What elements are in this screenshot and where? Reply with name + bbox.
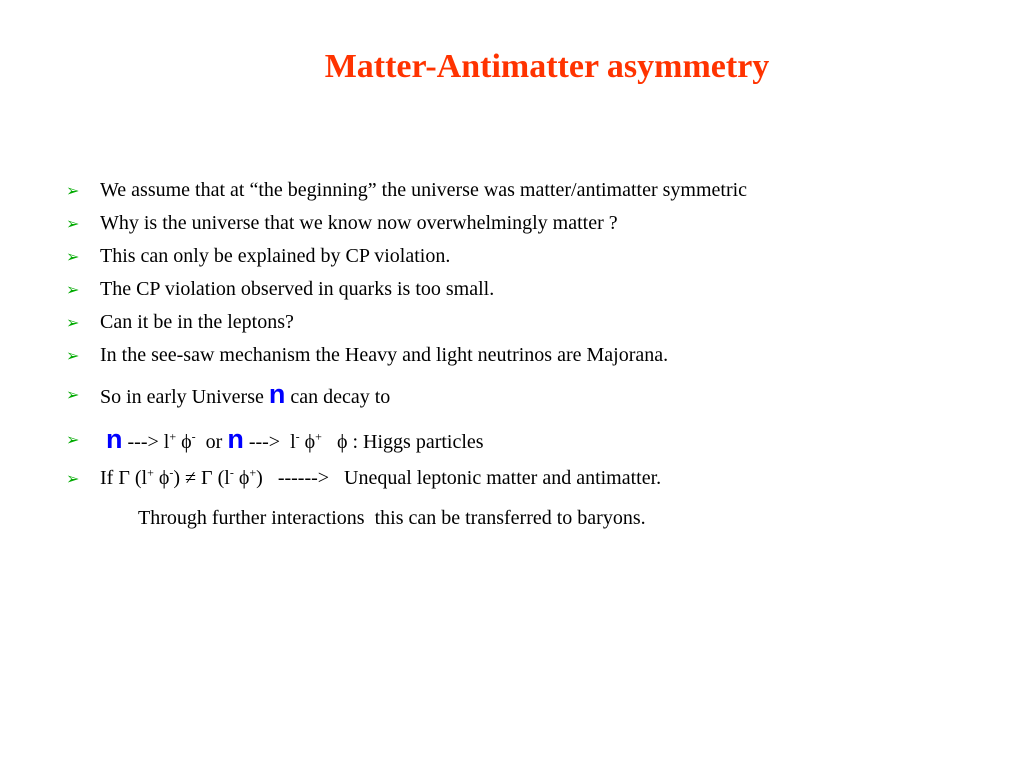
charge-sup: + xyxy=(169,429,177,444)
bullet-text: The CP violation observed in quarks is too small. xyxy=(100,278,495,300)
nu-symbol: n xyxy=(268,379,286,409)
gamma-text: ) ≠ Γ (l xyxy=(173,467,230,489)
charge-sup: - xyxy=(295,429,300,444)
charge-sup: - xyxy=(229,465,234,480)
bullet-item xyxy=(66,306,1006,339)
arrow-bullet-icon: ➢ xyxy=(66,469,80,488)
arrow-bullet-icon: ➢ xyxy=(66,346,80,365)
bullet-item-gamma xyxy=(66,462,1006,495)
channel-text: ---> l xyxy=(122,431,170,453)
bullet-text: We assume that at “the beginning” the universe was matter/antimatter symmetric xyxy=(100,179,748,201)
charge-sup: - xyxy=(191,429,196,444)
bullet-text: Why is the universe that we know now overwhelmingly matter ? xyxy=(100,212,618,234)
bullet-item xyxy=(66,207,1006,240)
decay-suffix: can decay to xyxy=(285,386,391,408)
bullet-item xyxy=(66,174,1006,207)
arrow-bullet-icon: ➢ xyxy=(66,214,80,233)
charge-sup: + xyxy=(315,429,322,444)
arrow-bullet-icon: ➢ xyxy=(66,280,80,299)
arrow-bullet-icon: ➢ xyxy=(66,181,80,200)
arrow-bullet-icon: ➢ xyxy=(66,385,80,404)
phi-symbol: ϕ xyxy=(299,431,316,453)
higgs-note: ϕ : Higgs particles xyxy=(321,431,484,453)
nu-symbol: n xyxy=(227,424,244,454)
nu-symbol: n xyxy=(106,424,123,454)
bullet-item xyxy=(66,339,1006,372)
bullet-text: Can it be in the leptons? xyxy=(100,311,294,333)
bullet-item xyxy=(66,273,1006,306)
bullet-text: In the see-saw mechanism the Heavy and light neutrinos are Majorana. xyxy=(100,344,669,366)
bullet-item-channels xyxy=(66,417,1006,462)
gamma-text: ) ------> Unequal leptonic matter and antimatter. xyxy=(256,467,662,489)
arrow-bullet-icon: ➢ xyxy=(66,430,80,449)
arrow-bullet-icon: ➢ xyxy=(66,313,80,332)
bullet-item-decay xyxy=(66,372,1006,417)
bullet-list xyxy=(66,174,1006,495)
bullet-item xyxy=(66,240,1006,273)
phi-symbol: ϕ xyxy=(176,431,192,453)
or-text: or xyxy=(195,431,228,453)
charge-sup: + xyxy=(147,465,154,480)
decay-prefix: So in early Universe xyxy=(100,386,269,408)
channel-text: ---> l xyxy=(243,431,296,453)
phi-symbol: ϕ xyxy=(153,467,170,489)
continuation-text: Through further interactions this can be transferred to baryons. xyxy=(138,507,646,529)
slide-title: Matter-Antimatter asymmetry xyxy=(324,48,770,85)
charge-sup: + xyxy=(249,465,257,480)
arrow-bullet-icon: ➢ xyxy=(66,247,80,266)
bullet-text: This can only be explained by CP violation. xyxy=(100,245,451,267)
phi-symbol: ϕ xyxy=(233,467,250,489)
gamma-text: If Γ (l xyxy=(100,467,148,489)
charge-sup: - xyxy=(169,465,174,480)
